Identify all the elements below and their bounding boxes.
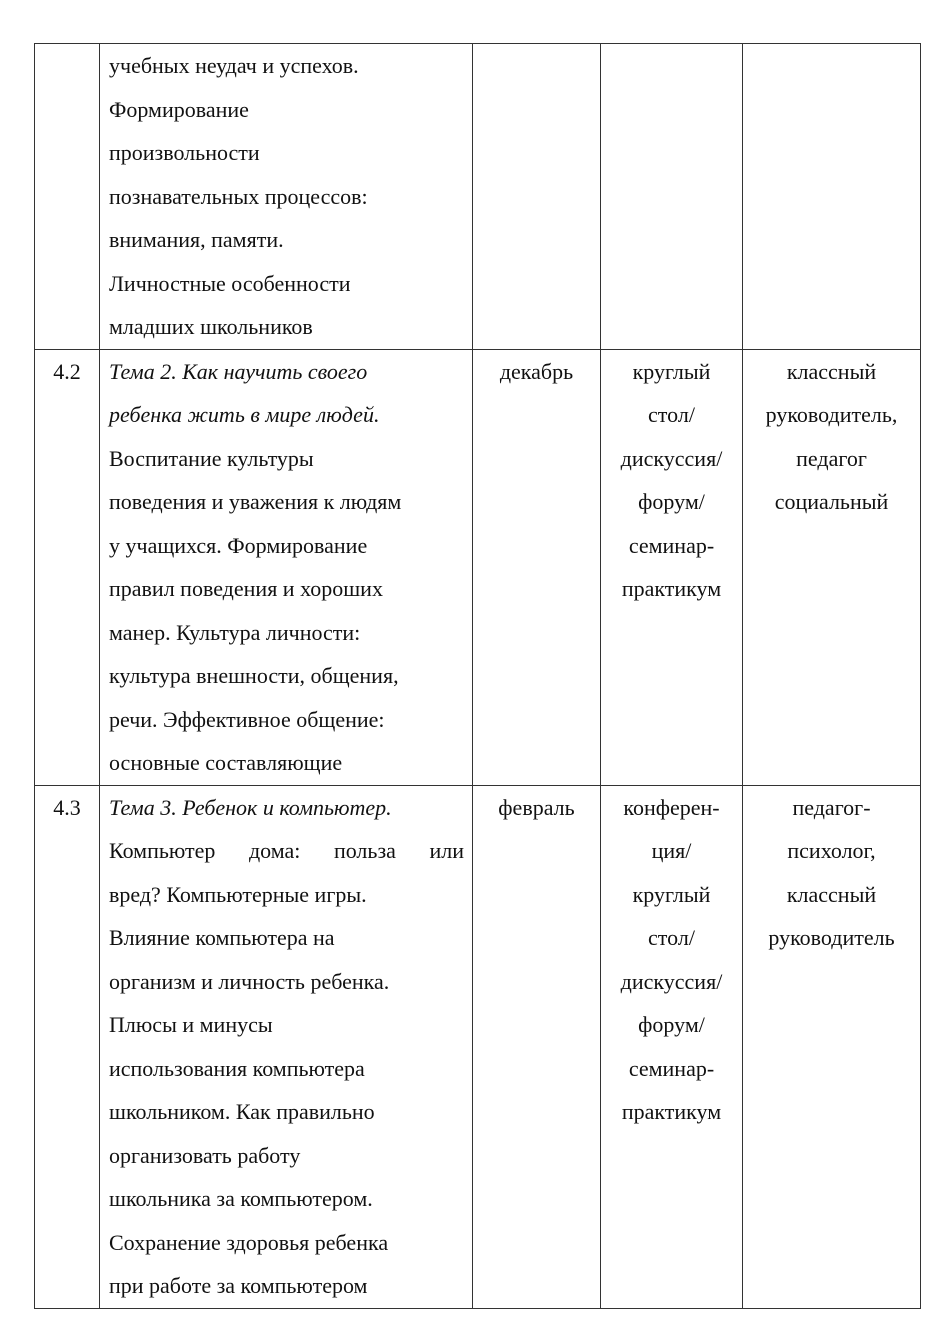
format-cell (601, 44, 743, 350)
format-cell (601, 785, 743, 1308)
format-line: форум/ (638, 489, 705, 514)
format-line: дискуссия/ (620, 445, 723, 471)
responsible-line: руководитель, (765, 402, 898, 427)
responsible-cell (743, 44, 921, 350)
responsible-cell (743, 349, 921, 785)
topic-line: Воспитание культуры (109, 445, 314, 471)
topic-line: Плюсы и минусы (109, 1012, 273, 1037)
format-line: семинар- (628, 532, 715, 558)
topic-line: организм и личность ребенка. (109, 968, 390, 994)
topic-line: речи. Эффективное общение: (109, 706, 385, 732)
topic-cell (100, 44, 473, 350)
topic-line: познавательных процессов: (109, 183, 368, 209)
topic-cell (100, 349, 473, 785)
topic-text (109, 786, 464, 1308)
format-line: круглый (632, 358, 711, 384)
format-line: практикум (621, 576, 722, 601)
table-row (35, 785, 921, 1308)
plan-table (34, 43, 921, 1309)
row-number: 4.2 (35, 349, 100, 785)
responsible-line: классный (786, 881, 877, 907)
format-line: форум/ (638, 1012, 705, 1037)
topic-line: школьника за компьютером. (109, 1186, 373, 1211)
topic-line: у учащихся. Формирование (109, 532, 368, 558)
topic-line: Компьютер дома: польза или (109, 838, 464, 863)
format-cell (601, 349, 743, 785)
format-line: дискуссия/ (620, 968, 723, 994)
row-number (35, 44, 100, 350)
format-line: стол/ (648, 925, 695, 950)
topic-line: Тема 3. Ребенок и компьютер. (109, 794, 392, 820)
topic-line: основные составляющие (109, 750, 343, 775)
date-cell: декабрь (473, 349, 601, 785)
date-cell (473, 44, 601, 350)
topic-text (109, 44, 464, 349)
topic-line: внимания, памяти. (109, 227, 284, 252)
topic-line: при работе за компьютером (109, 1273, 368, 1298)
topic-line: манер. Культура личности: (109, 619, 361, 645)
topic-cell (100, 785, 473, 1308)
format-line: ция/ (651, 838, 692, 863)
topic-line: Тема 2. Как научить своего (109, 358, 368, 384)
topic-line: поведения и уважения к людям (109, 489, 402, 514)
topic-line: учебных неудач и успехов. (109, 53, 359, 78)
format-line: круглый (632, 881, 711, 907)
topic-line: вред? Компьютерные игры. (109, 881, 367, 907)
topic-line: Влияние компьютера на (109, 925, 335, 950)
format-text (601, 350, 742, 611)
topic-line: использования компьютера (109, 1055, 365, 1081)
responsible-line: руководитель (768, 925, 895, 950)
format-line: конферен- (623, 794, 720, 820)
table-row (35, 44, 921, 350)
topic-line: произвольности (109, 140, 260, 165)
responsible-line: педагог- (792, 794, 871, 820)
topic-line: Формирование (109, 96, 249, 122)
topic-line: Сохранение здоровья ребенка (109, 1229, 389, 1255)
topic-line: школьником. Как правильно (109, 1099, 375, 1124)
table-row (35, 349, 921, 785)
responsible-cell (743, 785, 921, 1308)
format-line: стол/ (648, 402, 695, 427)
format-line: семинар- (628, 1055, 715, 1081)
responsible-line: классный (786, 358, 877, 384)
format-text (601, 786, 742, 1134)
responsible-line: психолог, (787, 838, 876, 863)
responsible-line: педагог (796, 445, 867, 471)
topic-line: организовать работу (109, 1142, 301, 1168)
topic-line: младших школьников (109, 314, 313, 339)
topic-line: правил поведения и хороших (109, 576, 383, 601)
responsible-text (743, 786, 920, 960)
date-cell: февраль (473, 785, 601, 1308)
topic-text (109, 350, 464, 785)
topic-line: Личностные особенности (109, 270, 351, 296)
format-line: практикум (621, 1099, 722, 1124)
topic-line: культура внешности, общения, (109, 663, 399, 688)
responsible-text (743, 350, 920, 524)
row-number: 4.3 (35, 785, 100, 1308)
topic-line: ребенка жить в мире людей. (109, 402, 380, 427)
responsible-line: социальный (774, 489, 889, 514)
